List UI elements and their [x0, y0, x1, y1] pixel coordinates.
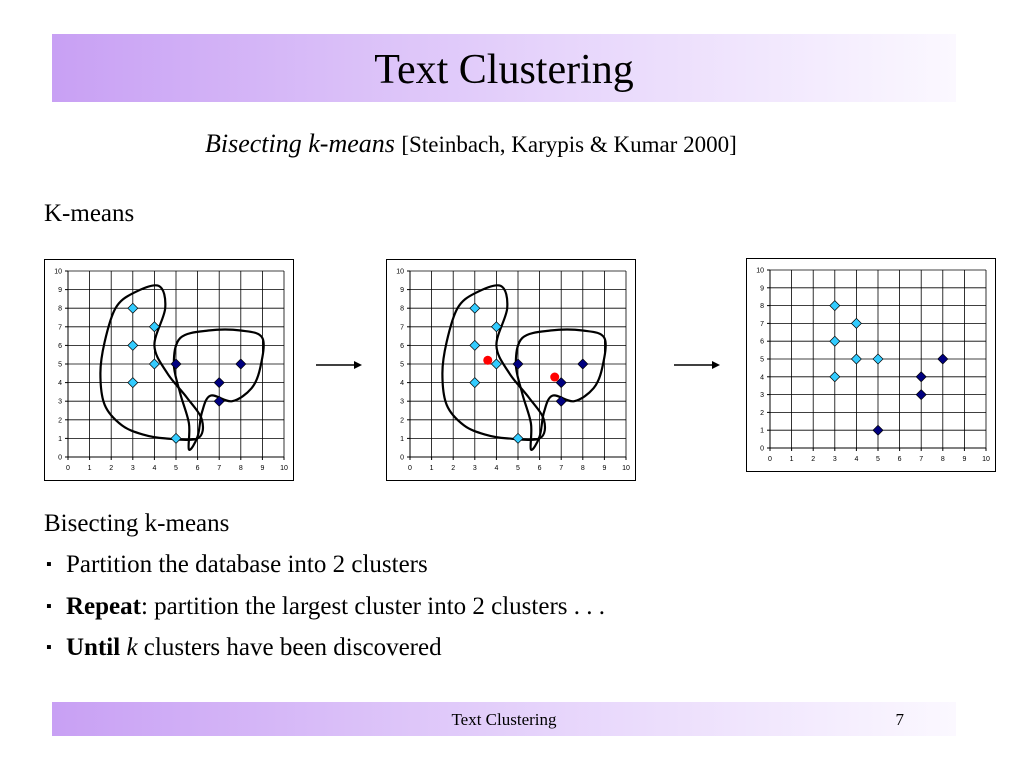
slide-title: Text Clustering	[374, 47, 634, 93]
x-tick-label: 0	[768, 456, 772, 463]
y-tick-label: 10	[54, 268, 62, 276]
page-number: 7	[895, 710, 904, 729]
y-tick-label: 0	[400, 454, 404, 462]
footer-title: Text Clustering	[451, 710, 557, 729]
bullet-icon: ▪	[46, 556, 52, 573]
scatter-plot-1	[44, 259, 294, 481]
y-tick-label: 8	[400, 305, 404, 313]
footer-bar	[52, 702, 956, 736]
y-tick-label: 10	[756, 267, 764, 275]
y-tick-label: 3	[400, 398, 404, 406]
y-tick-label: 9	[760, 285, 764, 293]
bullet-bold: Until	[66, 634, 121, 661]
x-tick-label: 0	[66, 465, 70, 472]
subtitle	[205, 126, 737, 163]
y-tick-label: 1	[58, 435, 62, 443]
x-tick-label: 0	[408, 465, 412, 472]
y-tick-label: 4	[58, 380, 62, 388]
y-tick-label: 7	[400, 324, 404, 332]
y-tick-label: 2	[58, 417, 62, 425]
x-tick-label: 9	[260, 465, 265, 472]
plot-frame	[747, 259, 996, 472]
y-tick-label: 10	[396, 268, 404, 276]
y-tick-label: 5	[400, 361, 404, 369]
y-tick-label: 6	[58, 342, 62, 350]
x-tick-label: 1	[429, 465, 434, 472]
y-tick-label: 3	[760, 392, 764, 400]
x-tick-label: 9	[602, 465, 607, 472]
bullet-italic: k	[126, 634, 138, 661]
x-tick-label: 6	[537, 465, 542, 472]
x-tick-label: 5	[174, 465, 178, 472]
x-tick-label: 7	[919, 456, 924, 463]
y-tick-label: 9	[400, 287, 404, 295]
bullet-item-3	[46, 632, 442, 664]
x-tick-label: 4	[494, 465, 499, 472]
x-tick-label: 3	[472, 465, 477, 472]
y-tick-label: 2	[760, 409, 764, 417]
bullet-item-1	[46, 549, 428, 581]
bullet-text: Partition the database into 2 clusters	[66, 551, 428, 578]
bullet-text: : partition the largest cluster into 2 clusters . . .	[140, 593, 606, 620]
x-tick-label: 2	[451, 465, 456, 472]
scatter-plot-3	[746, 258, 996, 472]
y-tick-label: 7	[58, 324, 62, 332]
bullet-icon: ▪	[46, 598, 52, 615]
x-tick-label: 10	[622, 465, 630, 472]
bullet-item-2	[46, 591, 605, 623]
plot-frame	[387, 260, 636, 481]
x-tick-label: 7	[559, 465, 564, 472]
plot-frame	[45, 260, 294, 481]
y-tick-label: 1	[760, 427, 764, 435]
y-tick-label: 5	[58, 361, 62, 369]
y-tick-label: 5	[760, 356, 764, 364]
x-tick-label: 3	[832, 456, 837, 463]
x-tick-label: 2	[811, 456, 816, 463]
y-tick-label: 7	[760, 320, 764, 328]
title-bar	[52, 34, 956, 102]
y-tick-label: 0	[760, 445, 764, 453]
y-tick-label: 9	[58, 287, 62, 295]
centroid-point	[483, 356, 492, 365]
bullet-bold: Repeat	[66, 593, 141, 620]
scatter-plot-2	[386, 259, 636, 481]
x-tick-label: 4	[854, 456, 859, 463]
y-tick-label: 6	[400, 342, 404, 350]
y-tick-label: 0	[58, 454, 62, 462]
y-tick-label: 4	[400, 380, 404, 388]
arrow-right-icon	[674, 358, 720, 372]
arrow-right-icon	[316, 358, 362, 372]
x-tick-label: 7	[217, 465, 222, 472]
x-tick-label: 6	[897, 456, 902, 463]
x-tick-label: 2	[109, 465, 114, 472]
y-tick-label: 8	[58, 305, 62, 313]
y-tick-label: 4	[760, 374, 764, 382]
subtitle-reference: [Steinbach, Karypis & Kumar 2000]	[401, 132, 737, 157]
x-tick-label: 8	[580, 465, 585, 472]
x-tick-label: 10	[982, 456, 990, 463]
centroid-point	[550, 373, 559, 382]
y-tick-label: 3	[58, 398, 62, 406]
x-tick-label: 5	[876, 456, 880, 463]
x-tick-label: 9	[962, 456, 967, 463]
x-tick-label: 1	[789, 456, 794, 463]
x-tick-label: 4	[152, 465, 157, 472]
x-tick-label: 6	[195, 465, 200, 472]
y-tick-label: 1	[400, 435, 404, 443]
x-tick-label: 3	[130, 465, 135, 472]
x-tick-label: 1	[87, 465, 92, 472]
y-tick-label: 2	[400, 417, 404, 425]
x-tick-label: 8	[940, 456, 945, 463]
x-tick-label: 10	[280, 465, 288, 472]
bisecting-heading: Bisecting k-means	[44, 510, 230, 537]
y-tick-label: 6	[760, 338, 764, 346]
x-tick-label: 8	[238, 465, 243, 472]
section-label-kmeans: K-means	[44, 200, 135, 227]
bullet-text: clusters have been discovered	[137, 634, 442, 661]
x-tick-label: 5	[516, 465, 520, 472]
y-tick-label: 8	[760, 303, 764, 311]
bullet-icon: ▪	[46, 639, 52, 656]
subtitle-method: Bisecting k-means	[205, 129, 395, 158]
